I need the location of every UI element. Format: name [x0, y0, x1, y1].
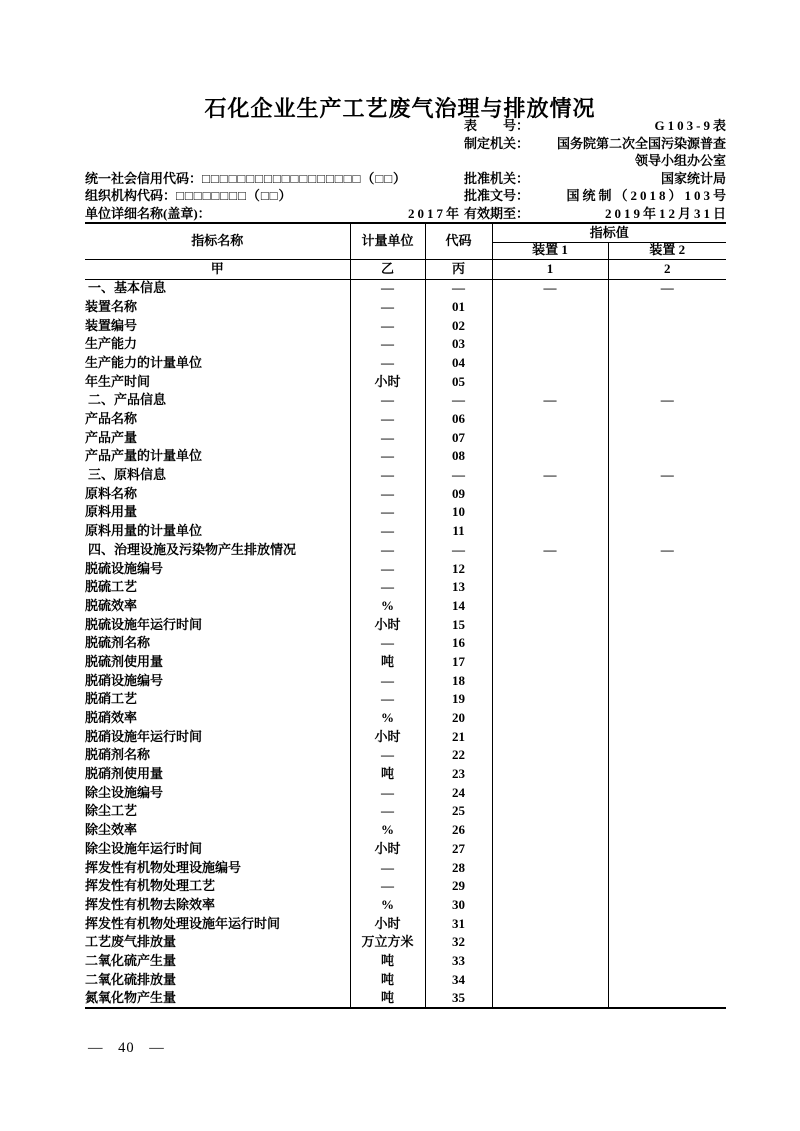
- indicator-name-cell: 脱硝效率: [85, 710, 138, 725]
- device1-value-cell: [492, 970, 608, 989]
- device2-value-cell: [608, 690, 726, 709]
- col-header-unit: 计量单位: [350, 223, 425, 259]
- code-cell: 06: [425, 410, 492, 429]
- device2-value-cell: —: [608, 466, 726, 485]
- indicator-name-cell: 脱硝设施编号: [85, 672, 164, 688]
- report-year: 2017年: [407, 205, 462, 221]
- indicator-name-cell: 原料用量的计量单位: [85, 523, 203, 539]
- unit-cell: 小时: [350, 840, 425, 859]
- code-cell: 18: [425, 671, 492, 690]
- indicator-name-cell: 除尘效率: [85, 822, 138, 838]
- unit-cell: 吨: [350, 989, 425, 1008]
- device2-value-cell: —: [608, 279, 726, 298]
- code-cell: 02: [425, 316, 492, 335]
- unit-cell: —: [350, 541, 425, 560]
- unit-cell: —: [350, 690, 425, 709]
- indicator-name-cell: 装置名称: [85, 298, 138, 314]
- indicator-name-cell: 二、产品信息: [88, 392, 167, 408]
- code-cell: —: [425, 391, 492, 410]
- indicator-name-cell: 产品产量的计量单位: [85, 448, 203, 464]
- table-row: [85, 765, 726, 784]
- device2-value-cell: [608, 914, 726, 933]
- device1-value-cell: [492, 335, 608, 354]
- code-cell: 27: [425, 840, 492, 859]
- device1-value-cell: [492, 952, 608, 971]
- code-boxes-row: [85, 187, 459, 205]
- form-meta: [85, 117, 729, 222]
- device2-value-cell: [608, 298, 726, 317]
- meta-label: 单位详细名称(盖章)：: [85, 205, 211, 221]
- code-boxes: □□□□□□□□（□□）: [176, 188, 293, 203]
- indicator-name-cell: 原料名称: [85, 485, 138, 501]
- unit-cell: —: [350, 279, 425, 298]
- indicator-name-cell: 脱硫工艺: [85, 579, 138, 595]
- meta-right-row: [464, 152, 726, 170]
- meta-right-row: [464, 205, 729, 223]
- device2-value-cell: [608, 840, 726, 859]
- device1-value-cell: [492, 503, 608, 522]
- unit-cell: —: [350, 354, 425, 373]
- device1-value-cell: [492, 372, 608, 391]
- device2-value-cell: [608, 896, 726, 915]
- page-number: — 40 —: [88, 1040, 165, 1056]
- code-cell: 30: [425, 896, 492, 915]
- table-row: [85, 914, 726, 933]
- indicator-name-cell: 挥发性有机物去除效率: [85, 896, 216, 912]
- table-row: [85, 597, 726, 616]
- code-boxes-row: [85, 170, 459, 188]
- meta-left-block: [85, 170, 462, 223]
- table-header-row-1: [85, 223, 726, 242]
- device1-value-cell: [492, 709, 608, 728]
- section-row: [85, 279, 726, 298]
- device2-value-cell: [608, 316, 726, 335]
- key-cell-bing: 丙: [425, 259, 492, 279]
- device2-value-cell: [608, 765, 726, 784]
- device1-value-cell: [492, 765, 608, 784]
- unit-cell: —: [350, 784, 425, 803]
- device1-value-cell: [492, 410, 608, 429]
- indicator-name-cell: 除尘工艺: [85, 803, 138, 819]
- section-row: [85, 541, 726, 560]
- device2-value-cell: [608, 802, 726, 821]
- code-cell: —: [425, 541, 492, 560]
- code-cell: 32: [425, 933, 492, 952]
- unit-cell: —: [350, 559, 425, 578]
- device1-value-cell: [492, 840, 608, 859]
- unit-cell: —: [350, 634, 425, 653]
- device1-value-cell: [492, 746, 608, 765]
- device1-value-cell: [492, 821, 608, 840]
- device1-value-cell: [492, 578, 608, 597]
- unit-cell: %: [350, 821, 425, 840]
- unit-cell: —: [350, 298, 425, 317]
- device2-value-cell: [608, 821, 726, 840]
- meta-value: G103-9表: [654, 118, 729, 133]
- code-cell: 03: [425, 335, 492, 354]
- device1-value-cell: [492, 522, 608, 541]
- device1-value-cell: [492, 877, 608, 896]
- device2-value-cell: [608, 615, 726, 634]
- device2-value-cell: [608, 952, 726, 971]
- table-key-row: [85, 259, 726, 279]
- device2-value-cell: [608, 597, 726, 616]
- col-header-device2: 装置 2: [608, 242, 726, 259]
- indicator-name-cell: 脱硫剂名称: [85, 635, 151, 651]
- unit-cell: —: [350, 466, 425, 485]
- key-cell-yi: 乙: [350, 259, 425, 279]
- code-cell: 29: [425, 877, 492, 896]
- indicator-name-cell: 脱硫效率: [85, 597, 138, 613]
- unit-cell: —: [350, 316, 425, 335]
- unit-cell: —: [350, 429, 425, 448]
- device2-value-cell: [608, 354, 726, 373]
- table-row: [85, 802, 726, 821]
- device2-value-cell: [608, 858, 726, 877]
- device1-value-cell: [492, 784, 608, 803]
- table-row: [85, 653, 726, 672]
- indicator-name-cell: 二氧化硫排放量: [85, 971, 177, 987]
- device2-value-cell: [608, 485, 726, 504]
- indicator-name-cell: 装置编号: [85, 317, 138, 333]
- meta-label: 表 号：: [464, 118, 530, 133]
- unit-cell: 吨: [350, 952, 425, 971]
- device1-value-cell: [492, 858, 608, 877]
- device2-value-cell: [608, 970, 726, 989]
- table-row: [85, 709, 726, 728]
- unit-cell: —: [350, 485, 425, 504]
- code-cell: 14: [425, 597, 492, 616]
- table-row: [85, 429, 726, 448]
- device2-value-cell: [608, 503, 726, 522]
- code-cell: 11: [425, 522, 492, 541]
- device2-value-cell: [608, 372, 726, 391]
- code-cell: 26: [425, 821, 492, 840]
- table-row: [85, 728, 726, 747]
- code-cell: 17: [425, 653, 492, 672]
- indicator-name-cell: 产品名称: [85, 411, 138, 426]
- device2-value-cell: [608, 989, 726, 1008]
- col-header-device1: 装置 1: [492, 242, 608, 259]
- device2-value-cell: [608, 728, 726, 747]
- device1-value-cell: [492, 671, 608, 690]
- table-row: [85, 970, 726, 989]
- indicator-name-cell: 工艺废气排放量: [85, 934, 177, 950]
- meta-value: 国家统计局: [660, 170, 726, 186]
- table-row: [85, 821, 726, 840]
- meta-label: 批准文号：: [464, 188, 530, 203]
- device1-value-cell: [492, 914, 608, 933]
- key-cell-jia: 甲: [85, 259, 350, 279]
- device2-value-cell: [608, 522, 726, 541]
- device1-value-cell: [492, 298, 608, 317]
- meta-value: 国务院第二次全国污染源普查: [556, 135, 726, 151]
- unit-cell: —: [350, 858, 425, 877]
- meta-value: 国统制（2018）103号: [566, 188, 729, 203]
- unit-cell: 吨: [350, 653, 425, 672]
- indicator-name-cell: 脱硫剂使用量: [85, 653, 164, 669]
- device1-value-cell: [492, 634, 608, 653]
- device2-value-cell: [608, 429, 726, 448]
- table-row: [85, 952, 726, 971]
- table-row: [85, 933, 726, 952]
- meta-label: 批准机关：: [464, 170, 530, 186]
- indicator-name-cell: 脱硝剂使用量: [85, 766, 164, 782]
- device2-value-cell: [608, 746, 726, 765]
- meta-right-row: [464, 170, 726, 188]
- indicator-name-cell: 四、治理设施及污染物产生排放情况: [88, 541, 297, 557]
- device2-value-cell: [608, 559, 726, 578]
- code-cell: 13: [425, 578, 492, 597]
- indicator-name-cell: 二氧化硫产生量: [85, 952, 177, 968]
- device2-value-cell: [608, 671, 726, 690]
- device2-value-cell: [608, 335, 726, 354]
- meta-right-row: [464, 135, 726, 153]
- unit-cell: %: [350, 709, 425, 728]
- table-row: [85, 447, 726, 466]
- table-row: [85, 858, 726, 877]
- device2-value-cell: [608, 578, 726, 597]
- device1-value-cell: [492, 559, 608, 578]
- device1-value-cell: [492, 316, 608, 335]
- indicator-name-cell: 除尘设施年运行时间: [85, 840, 203, 856]
- table-row: [85, 671, 726, 690]
- table-row: [85, 335, 726, 354]
- unit-cell: —: [350, 802, 425, 821]
- indicator-name-cell: 脱硫设施编号: [85, 560, 164, 576]
- device1-value-cell: [492, 690, 608, 709]
- table-row: [85, 503, 726, 522]
- device1-value-cell: [492, 597, 608, 616]
- unit-cell: —: [350, 746, 425, 765]
- unit-cell: 小时: [350, 728, 425, 747]
- table-row: [85, 615, 726, 634]
- indicator-table: [85, 222, 726, 1009]
- meta-label: 统一社会信用代码：: [85, 170, 203, 186]
- device1-value-cell: [492, 615, 608, 634]
- indicator-name-cell: 三、原料信息: [88, 467, 167, 483]
- unit-cell: 吨: [350, 765, 425, 784]
- col-header-code: 代码: [425, 223, 492, 259]
- indicator-name-cell: 脱硝工艺: [85, 691, 138, 707]
- device1-value-cell: [492, 485, 608, 504]
- device1-value-cell: [492, 989, 608, 1008]
- page-title: 石化企业生产工艺废气治理与排放情况: [204, 96, 596, 121]
- device1-value-cell: [492, 896, 608, 915]
- code-cell: 22: [425, 746, 492, 765]
- device1-value-cell: [492, 429, 608, 448]
- device1-value-cell: [492, 447, 608, 466]
- unit-name-row: [85, 205, 462, 223]
- table-row: [85, 410, 726, 429]
- device2-value-cell: [608, 784, 726, 803]
- table-row: [85, 522, 726, 541]
- table-row: [85, 578, 726, 597]
- unit-cell: —: [350, 522, 425, 541]
- table-row: [85, 877, 726, 896]
- device1-value-cell: —: [492, 541, 608, 560]
- code-cell: 10: [425, 503, 492, 522]
- code-cell: 21: [425, 728, 492, 747]
- unit-cell: 小时: [350, 615, 425, 634]
- device1-value-cell: [492, 728, 608, 747]
- indicator-name-cell: 除尘设施编号: [85, 784, 164, 800]
- unit-cell: —: [350, 335, 425, 354]
- code-cell: 19: [425, 690, 492, 709]
- device2-value-cell: [608, 634, 726, 653]
- device1-value-cell: —: [492, 391, 608, 410]
- table-row: [85, 840, 726, 859]
- code-cell: 15: [425, 615, 492, 634]
- unit-cell: —: [350, 877, 425, 896]
- code-boxes: □□□□□□□□□□□□□□□□□□（□□）: [202, 170, 408, 186]
- code-cell: 34: [425, 970, 492, 989]
- indicator-name-cell: 挥发性有机物处理设施编号: [85, 859, 242, 875]
- meta-value: 2019年12月31日: [604, 205, 729, 221]
- section-row: [85, 466, 726, 485]
- indicator-name-cell: 脱硝剂名称: [85, 747, 151, 763]
- device2-value-cell: [608, 410, 726, 429]
- code-cell: 09: [425, 485, 492, 504]
- code-cell: 35: [425, 989, 492, 1008]
- unit-cell: —: [350, 503, 425, 522]
- unit-cell: 小时: [350, 914, 425, 933]
- unit-cell: 万立方米: [350, 933, 425, 952]
- code-cell: 12: [425, 559, 492, 578]
- code-cell: 05: [425, 372, 492, 391]
- table-row: [85, 354, 726, 373]
- device1-value-cell: [492, 354, 608, 373]
- device1-value-cell: [492, 653, 608, 672]
- meta-right-row: [464, 117, 729, 135]
- code-cell: 23: [425, 765, 492, 784]
- key-cell-1: 1: [492, 259, 608, 279]
- code-cell: 04: [425, 354, 492, 373]
- meta-right-block: [464, 117, 729, 222]
- unit-cell: 吨: [350, 970, 425, 989]
- indicator-name-cell: 生产能力的计量单位: [85, 354, 203, 370]
- device2-value-cell: —: [608, 541, 726, 560]
- device1-value-cell: —: [492, 466, 608, 485]
- code-cell: 33: [425, 952, 492, 971]
- device2-value-cell: [608, 933, 726, 952]
- unit-cell: —: [350, 391, 425, 410]
- table-row: [85, 634, 726, 653]
- table-row: [85, 690, 726, 709]
- unit-cell: —: [350, 671, 425, 690]
- indicator-name-cell: 年生产时间: [85, 373, 151, 389]
- unit-cell: 小时: [350, 372, 425, 391]
- unit-cell: %: [350, 597, 425, 616]
- device2-value-cell: —: [608, 391, 726, 410]
- code-cell: 01: [425, 298, 492, 317]
- code-cell: —: [425, 279, 492, 298]
- key-cell-2: 2: [608, 259, 726, 279]
- indicator-name-cell: 挥发性有机物处理工艺: [85, 878, 216, 894]
- device2-value-cell: [608, 653, 726, 672]
- table-row: [85, 746, 726, 765]
- device2-value-cell: [608, 709, 726, 728]
- table-row: [85, 316, 726, 335]
- code-cell: 16: [425, 634, 492, 653]
- device1-value-cell: [492, 802, 608, 821]
- col-header-indicator-name: 指标名称: [85, 223, 350, 259]
- indicator-name-cell: 挥发性有机物处理设施年运行时间: [85, 915, 281, 931]
- indicator-name-cell: 氮氧化物产生量: [85, 989, 177, 1005]
- indicator-name-cell: 脱硝设施年运行时间: [85, 728, 203, 744]
- meta-label: 组织机构代码：: [85, 188, 177, 203]
- device1-value-cell: [492, 933, 608, 952]
- table-row: [85, 559, 726, 578]
- indicator-name-cell: 生产能力: [85, 336, 138, 352]
- code-cell: 08: [425, 447, 492, 466]
- section-row: [85, 391, 726, 410]
- indicator-name-cell: 脱硫设施年运行时间: [85, 616, 203, 632]
- table-row: [85, 485, 726, 504]
- meta-label: 有效期至：: [464, 205, 530, 221]
- meta-value: 领导小组办公室: [634, 153, 726, 168]
- device2-value-cell: [608, 447, 726, 466]
- table-row: [85, 298, 726, 317]
- code-cell: 25: [425, 802, 492, 821]
- indicator-name-cell: 一、基本信息: [88, 280, 167, 296]
- table-row: [85, 989, 726, 1008]
- table-row: [85, 372, 726, 391]
- code-cell: 31: [425, 914, 492, 933]
- unit-cell: —: [350, 447, 425, 466]
- unit-cell: —: [350, 578, 425, 597]
- meta-label: 制定机关：: [464, 135, 530, 151]
- unit-cell: %: [350, 896, 425, 915]
- col-header-value-group: 指标值: [492, 223, 726, 242]
- unit-cell: —: [350, 410, 425, 429]
- table-row: [85, 784, 726, 803]
- code-cell: 07: [425, 429, 492, 448]
- code-cell: —: [425, 466, 492, 485]
- indicator-name-cell: 原料用量: [85, 504, 138, 520]
- code-cell: 28: [425, 858, 492, 877]
- meta-right-row: [464, 187, 729, 205]
- code-cell: 20: [425, 709, 492, 728]
- indicator-name-cell: 产品产量: [85, 429, 138, 445]
- table-row: [85, 896, 726, 915]
- code-cell: 24: [425, 784, 492, 803]
- device2-value-cell: [608, 877, 726, 896]
- device1-value-cell: —: [492, 279, 608, 298]
